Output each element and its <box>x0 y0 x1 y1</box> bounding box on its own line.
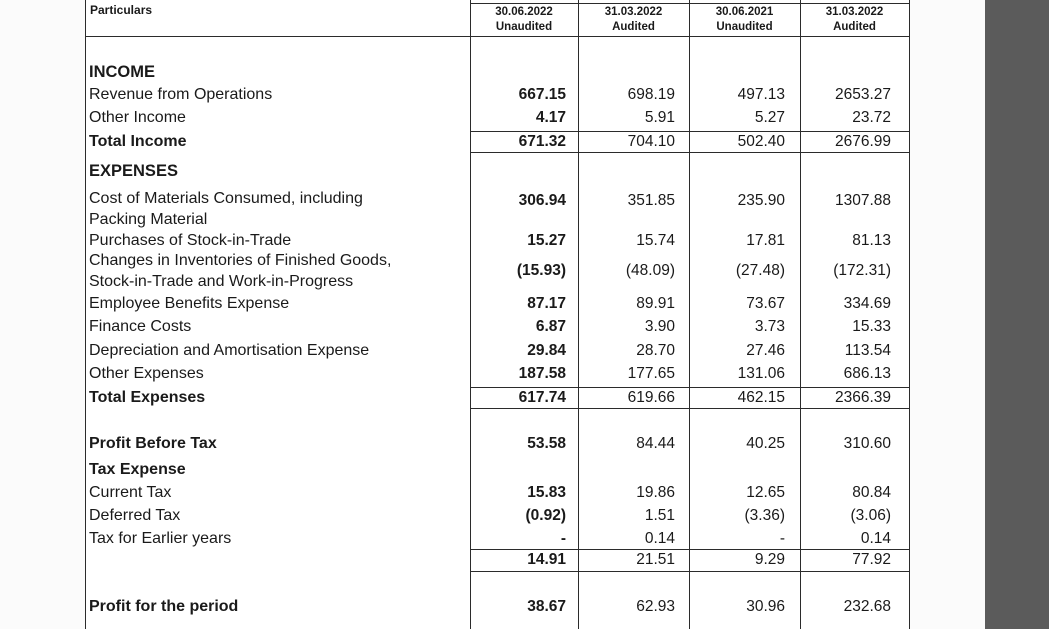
financial-results-table <box>85 0 910 629</box>
deferred-tax-value-col4: (3.06) <box>850 507 891 524</box>
current-tax-value-col2: 19.86 <box>636 484 675 501</box>
profit-period-label: Profit for the period <box>89 598 239 615</box>
earlier-years-label: Tax for Earlier years <box>89 530 232 547</box>
purchases-value-col2: 15.74 <box>636 232 675 249</box>
total-income-label: Total Income <box>89 133 187 150</box>
deferred-tax-value-col3: (3.36) <box>744 507 785 524</box>
column-status: Audited <box>833 21 876 33</box>
total-expenses-value-col2: 619.66 <box>627 389 675 406</box>
total-income-value-col2: 704.10 <box>627 133 675 150</box>
col-divider-4 <box>800 0 801 629</box>
other-expenses-value-col4: 686.13 <box>843 365 891 382</box>
total-expenses-value-col3: 462.15 <box>737 389 785 406</box>
column-status: Audited <box>612 21 655 33</box>
col-divider-1 <box>470 0 471 629</box>
purchases-value-col3: 17.81 <box>746 232 785 249</box>
changes-inventory-label-2: Stock-in-Trade and Work-in-Progress <box>89 273 354 290</box>
table-border-left <box>85 0 86 629</box>
cost-materials-value-col4: 1307.88 <box>834 192 891 209</box>
employee-value-col3: 73.67 <box>746 295 785 312</box>
column-date: 31.03.2022 <box>604 6 663 18</box>
total-income-rule-top <box>470 131 910 132</box>
changes-inventory-value-col4: (172.31) <box>833 262 891 279</box>
total-expenses-rule-top <box>470 387 910 388</box>
pbt-value-col4: 310.60 <box>843 435 891 452</box>
pbt-value-col2: 84.44 <box>636 435 675 452</box>
pbt-label: Profit Before Tax <box>89 435 217 452</box>
other-expenses-value-col3: 131.06 <box>737 365 785 382</box>
other-income-value-col2: 5.91 <box>644 109 675 126</box>
changes-inventory-value-col3: (27.48) <box>735 262 785 279</box>
finance-value-col4: 15.33 <box>852 318 891 335</box>
other-expenses-value-col2: 177.65 <box>627 365 675 382</box>
total-tax-value-col3: 9.29 <box>754 551 785 568</box>
earlier-years-value-col4: 0.14 <box>860 530 891 547</box>
total-expenses-label: Total Expenses <box>89 389 206 406</box>
current-tax-value-col4: 80.84 <box>852 484 891 501</box>
changes-inventory-label-1: Changes in Inventories of Finished Goods, <box>89 252 392 269</box>
profit-period-value-col3: 30.96 <box>746 598 785 615</box>
finance-label: Finance Costs <box>89 318 192 335</box>
col-divider-2 <box>578 0 579 629</box>
pbt-value-col1: 53.58 <box>527 435 566 452</box>
cost-materials-value-col3: 235.90 <box>737 192 785 209</box>
viewer-scroll-gutter[interactable] <box>985 0 1049 629</box>
total-income-value-col3: 502.40 <box>737 133 785 150</box>
income-heading: INCOME <box>89 63 155 81</box>
employee-label: Employee Benefits Expense <box>89 295 290 312</box>
pbt-value-col3: 40.25 <box>746 435 785 452</box>
depreciation-label: Depreciation and Amortisation Expense <box>89 342 370 359</box>
employee-value-col1: 87.17 <box>527 295 566 312</box>
tax-heading: Tax Expense <box>89 461 186 478</box>
column-date: 31.03.2022 <box>825 6 884 18</box>
cost-materials-label-2: Packing Material <box>89 211 208 228</box>
depreciation-value-col2: 28.70 <box>636 342 675 359</box>
total-income-rule-bottom <box>470 152 910 153</box>
revenue-value-col2: 698.19 <box>627 86 675 103</box>
deferred-tax-label: Deferred Tax <box>89 507 181 524</box>
total-expenses-rule-bottom <box>470 408 910 409</box>
finance-value-col1: 6.87 <box>535 318 566 335</box>
expenses-heading: EXPENSES <box>89 162 178 180</box>
earlier-years-value-col2: 0.14 <box>644 530 675 547</box>
current-tax-value-col3: 12.65 <box>746 484 785 501</box>
other-income-value-col4: 23.72 <box>852 109 891 126</box>
total-tax-value-col4: 77.92 <box>852 551 891 568</box>
profit-period-value-col1: 38.67 <box>527 598 566 615</box>
other-income-value-col3: 5.27 <box>754 109 785 126</box>
particulars-header: Particulars <box>90 3 153 17</box>
column-status: Unaudited <box>495 21 553 33</box>
total-tax-value-col1: 14.91 <box>527 551 566 568</box>
changes-inventory-value-col1: (15.93) <box>516 262 566 279</box>
earlier-years-value-col1: - <box>560 530 566 547</box>
header-divider <box>85 36 910 37</box>
total-income-value-col4: 2676.99 <box>834 133 891 150</box>
purchases-value-col1: 15.27 <box>527 232 566 249</box>
total-expenses-value-col1: 617.74 <box>518 389 566 406</box>
column-header-4 <box>800 5 909 35</box>
column-date: 30.06.2022 <box>495 6 553 18</box>
total-expenses-value-col4: 2366.39 <box>834 389 891 406</box>
other-income-value-col1: 4.17 <box>535 109 566 126</box>
total-tax-rule-top <box>470 549 910 550</box>
column-header-2 <box>578 5 689 35</box>
header-top-line <box>470 3 910 4</box>
cost-materials-value-col2: 351.85 <box>627 192 675 209</box>
depreciation-value-col4: 113.54 <box>844 342 891 359</box>
deferred-tax-value-col1: (0.92) <box>525 507 566 524</box>
revenue-value-col4: 2653.27 <box>834 86 891 103</box>
current-tax-label: Current Tax <box>89 484 172 501</box>
current-tax-value-col1: 15.83 <box>527 484 566 501</box>
employee-value-col2: 89.91 <box>636 295 675 312</box>
employee-value-col4: 334.69 <box>843 295 891 312</box>
finance-value-col2: 3.90 <box>644 318 675 335</box>
finance-value-col3: 3.73 <box>754 318 785 335</box>
depreciation-value-col1: 29.84 <box>527 342 566 359</box>
column-status: Unaudited <box>716 21 773 33</box>
column-header-1 <box>470 5 578 35</box>
total-income-value-col1: 671.32 <box>518 133 566 150</box>
revenue-label: Revenue from Operations <box>89 86 273 103</box>
other-expenses-value-col1: 187.58 <box>518 365 566 382</box>
table-border-right <box>909 0 910 629</box>
col-divider-3 <box>689 0 690 629</box>
other-income-label: Other Income <box>89 109 186 126</box>
purchases-value-col4: 81.13 <box>852 232 891 249</box>
deferred-tax-value-col2: 1.51 <box>644 507 675 524</box>
other-expenses-label: Other Expenses <box>89 365 204 382</box>
earlier-years-value-col3: - <box>779 530 785 547</box>
revenue-value-col1: 667.15 <box>518 86 566 103</box>
purchases-label: Purchases of Stock-in-Trade <box>89 232 292 249</box>
profit-period-value-col4: 232.68 <box>843 598 891 615</box>
cost-materials-label-1: Cost of Materials Consumed, including <box>89 190 363 207</box>
total-tax-rule-bottom <box>470 571 910 572</box>
cost-materials-value-col1: 306.94 <box>518 192 566 209</box>
column-header-3 <box>689 5 800 35</box>
changes-inventory-value-col2: (48.09) <box>625 262 675 279</box>
depreciation-value-col3: 27.46 <box>746 342 785 359</box>
total-tax-value-col2: 21.51 <box>636 551 675 568</box>
column-date: 30.06.2021 <box>715 6 774 18</box>
revenue-value-col3: 497.13 <box>737 86 785 103</box>
profit-period-value-col2: 62.93 <box>636 598 675 615</box>
